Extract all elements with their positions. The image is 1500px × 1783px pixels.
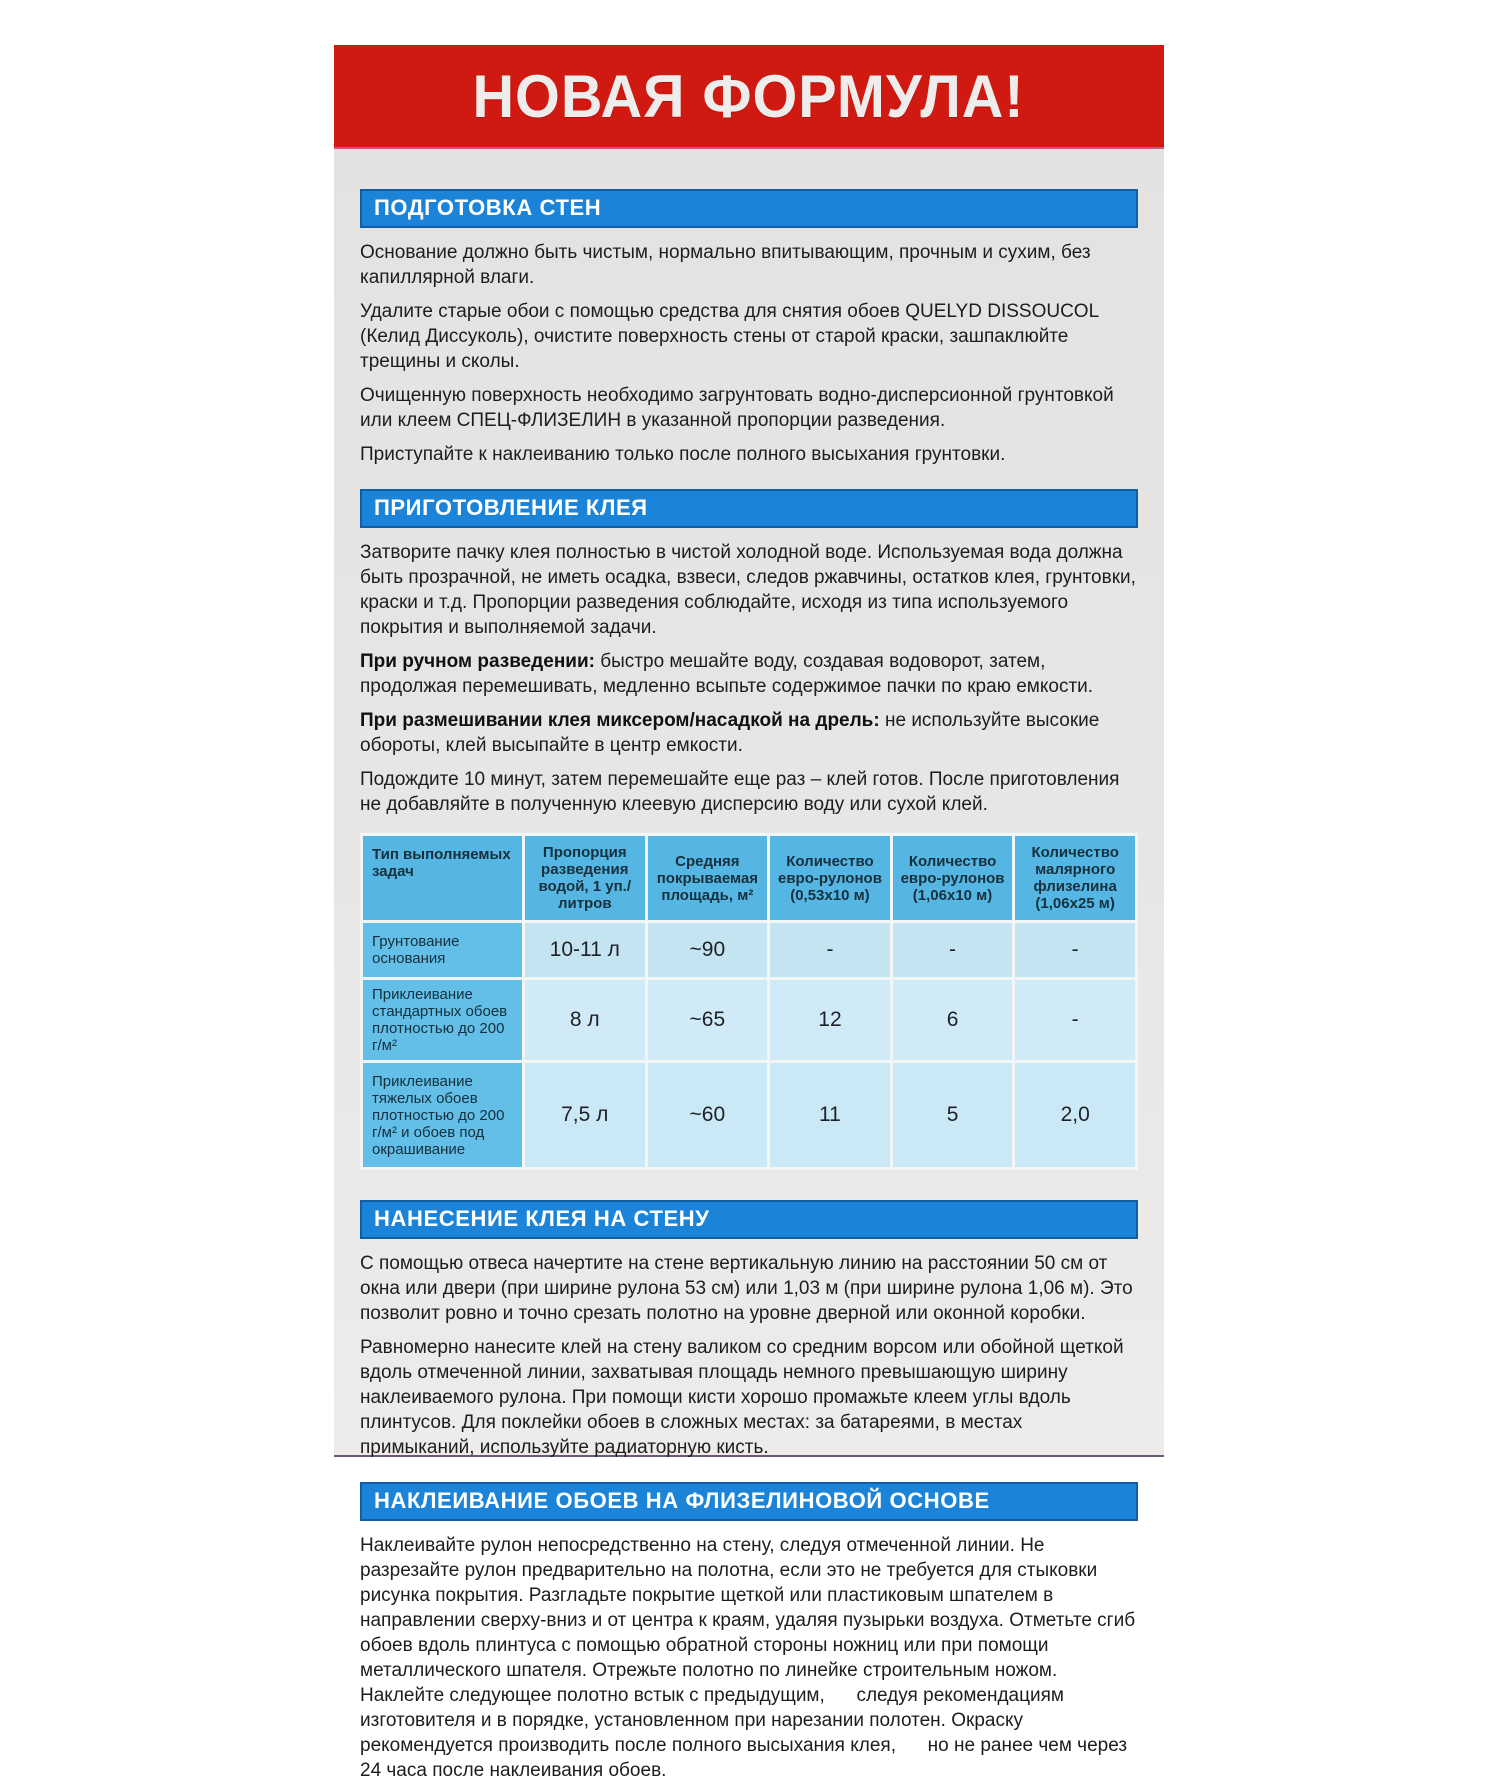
table-header-rolls-106: Количество евро-рулонов (1,06х10 м) [893, 836, 1013, 920]
paragraph-glue-2-lead: При ручном разведении: [360, 651, 595, 672]
instructions-content [334, 189, 1164, 1783]
banner-title: НОВАЯ ФОРМУЛА! [472, 62, 1025, 130]
value-cell: - [893, 923, 1013, 977]
paragraph-glue-2 [360, 649, 1138, 699]
section-heading-wall-prep: ПОДГОТОВКА СТЕН [360, 189, 1138, 228]
section-heading-glue-mixing: ПРИГОТОВЛЕНИЕ КЛЕЯ [360, 489, 1138, 528]
value-cell: - [1015, 980, 1135, 1060]
task-cell: Грунтование основания [363, 923, 522, 977]
table-header-coverage: Средняя покрываемая площадь, м² [648, 836, 768, 920]
table-header-task-type: Тип выполняемых задач [363, 836, 522, 920]
table-row-heavy-wallpaper [363, 1063, 1135, 1167]
paragraph-hang-1: Наклеивайте рулон непосредственно на стену, следуя отмеченной линии. Не разрезайте рулон предварительно на полотна, если это не требуется для стыковки рисунка покрытия. Разгладьте покрытие щеткой или пластиковым шпателем в направлении сверху-вниз и от центра к краям, удаляя пузырьки воздуха. Отметьте сгиб обоев вдоль плинтуса с помощью обратной стороны ножниц или при помощи металлического шпателя. Отрежьте полотно по линейке строительным ножом. Наклейте следующее полотно встык с предыдущим, следуя рекомендациям изготовителя и в порядке, установленном при нарезании полотен. Окраску рекомендуется производить после полного высыхания клея, но не ранее чем через 24 часа после наклеивания обоев. [360, 1535, 1136, 1781]
new-formula-banner [334, 45, 1164, 149]
paragraph-apply-2: Равномерно нанесите клей на стену валиком со средним ворсом или обойной щеткой вдоль отмеченной линии, захватывая площадь немного превышающую ширину наклеиваемого рулона. При помощи кисти хорошо промажьте клеем углы вдоль плинтусов. Для поклейки обоев в сложных местах: за батареями, в местах примыканий, используйте радиаторную кисть. [360, 1337, 1124, 1458]
value-cell: 7,5 л [525, 1063, 645, 1167]
paragraph-glue-3 [360, 708, 1138, 758]
value-cell: - [1015, 923, 1135, 977]
paragraph-apply-1: С помощью отвеса начертите на стене вертикальную линию на расстоянии 50 см от окна или двери (при ширине рулона 53 см) или 1,03 м (при ширине рулона 1,06 м). Это позволит ровно и точно срезать полотно на уровне дверной или оконной коробки. [360, 1253, 1133, 1324]
table-header-rolls-053: Количество евро-рулонов (0,53х10 м) [770, 836, 890, 920]
section-heading-glue-application: НАНЕСЕНИЕ КЛЕЯ НА СТЕНУ [360, 1200, 1138, 1239]
paragraph-wall-prep-2: Удалите старые обои с помощью средства для снятия обоев QUELYD DISSOUCOL (Келид Диссуколь), очистите поверхность стены от старой краски, зашпаклюйте трещины и сколы. [360, 301, 1099, 372]
value-cell: ~90 [648, 923, 768, 977]
value-cell: 10-11 л [525, 923, 645, 977]
section-heading-hanging: НАКЛЕИВАНИЕ ОБОЕВ НА ФЛИЗЕЛИНОВОЙ ОСНОВЕ [360, 1482, 1138, 1521]
value-cell: 12 [770, 980, 890, 1060]
paragraph-wall-prep-1: Основание должно быть чистым, нормально впитывающим, прочным и сухим, без капиллярной влаги. [360, 242, 1091, 288]
value-cell: 8 л [525, 980, 645, 1060]
table-header-dilution: Пропорция разведения водой, 1 уп./литров [525, 836, 645, 920]
value-cell: 11 [770, 1063, 890, 1167]
table-header-fleece: Количество малярного флизелина (1,06х25 м) [1015, 836, 1135, 920]
value-cell: 6 [893, 980, 1013, 1060]
paragraph-wall-prep-3: Очищенную поверхность необходимо загрунтовать водно-дисперсионной грунтовкой или клеем СПЕЦ-ФЛИЗЕЛИН в указанной пропорции разведения. [360, 385, 1114, 431]
table-row-standard-wallpaper [363, 980, 1135, 1060]
paragraph-glue-3-text: не используйте высокие обороты, клей высыпайте в центр емкости. [360, 710, 1100, 756]
table-row-priming [363, 923, 1135, 977]
value-cell: ~60 [648, 1063, 768, 1167]
value-cell: - [770, 923, 890, 977]
paragraph-glue-2-text: быстро мешайте воду, создавая водоворот, затем, продолжая перемешивать, медленно всыпьте содержимое пачки по краю емкости. [360, 651, 1094, 697]
value-cell: 2,0 [1015, 1063, 1135, 1167]
value-cell: ~65 [648, 980, 768, 1060]
value-cell: 5 [893, 1063, 1013, 1167]
task-cell: Приклеивание стандартных обоев плотностью до 200 г/м² [363, 980, 522, 1060]
paragraph-glue-4: Подождите 10 минут, затем перемешайте еще раз – клей готов. После приготовления не добавляйте в полученную клеевую дисперсию воду или сухой клей. [360, 769, 1120, 815]
task-cell: Приклеивание тяжелых обоев плотностью до 200 г/м² и обоев под окрашивание [363, 1063, 522, 1167]
package-back-panel [334, 45, 1164, 1781]
dilution-table-header-row [363, 836, 1135, 920]
dilution-table [360, 833, 1138, 1170]
paragraph-glue-3-lead: При размешивании клея миксером/насадкой на дрель: [360, 710, 880, 731]
paragraph-glue-1: Затворите пачку клея полностью в чистой холодной воде. Используемая вода должна быть прозрачной, не иметь осадка, взвеси, следов ржавчины, остатков клея, грунтовки, краски и т.д. Пропорции разведения соблюдайте, исходя из типа используемого покрытия и выполняемой задачи. [360, 542, 1136, 638]
paragraph-wall-prep-4: Приступайте к наклеиванию только после полного высыхания грунтовки. [360, 444, 1006, 465]
